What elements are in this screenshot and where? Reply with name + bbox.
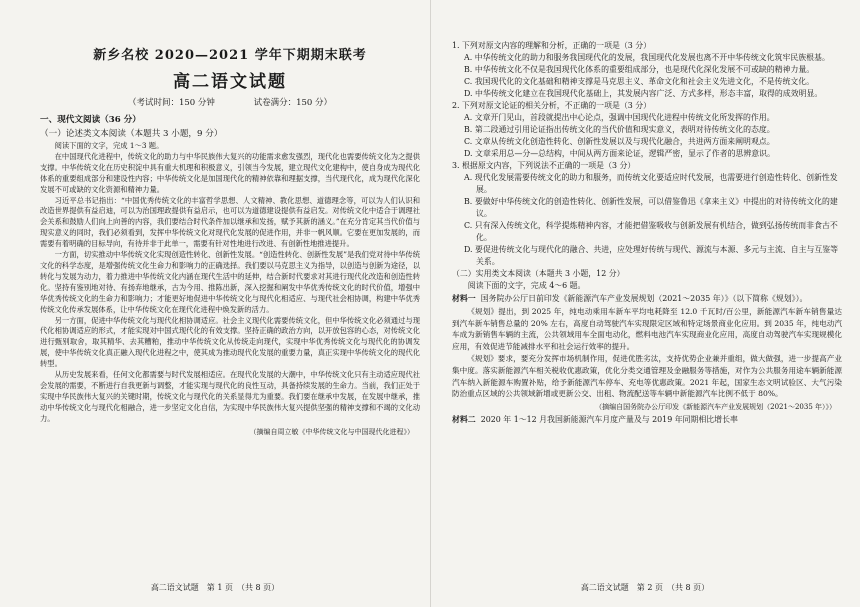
option: A. 现代化发展需要传统文化的助力和服务，而传统文化要适应时代发展，也需要进行创造性转化、创新性发展。	[464, 173, 838, 194]
material-2-title: 2020 年 1～12 月我国新能源汽车月度产量及与 2019 年同期相比增长率	[480, 414, 738, 424]
question-1: 1. 下列对原文内容的理解和分析，正确的一项是（3 分）	[452, 41, 652, 50]
option: D. 要促进传统文化与现代化的融合、共进，应处理好传统与现代、源流与本源、多元与主流、自主与互鉴等关系。	[464, 245, 839, 266]
material-paragraph: 《规划》提出，到 2025 年，纯电动乘用车新车平均电耗降至 12.0 千瓦时/百公里，新能源汽车新车销售量达到汽车新车销售总量的 20% 左右，高度自动驾驶汽车实现限定区域和特定场景商业化应用。到 2035 年，纯电动汽车成为新销售车辆的主流，公共领域用车全面电动化，燃料电池汽车实现商业化应用，高度自动驾驶汽车实现规模化应用，有效促进节能减排水平和社会运行效率的提升。	[452, 307, 842, 351]
question-2: 2. 下列对原文论证的相关分析，不正确的一项是（3 分）	[452, 101, 652, 110]
option: B. 中华传统文化不仅是我国现代化体系的重要组成部分，也是现代化深化发展不可或缺的精神力量。	[464, 65, 815, 74]
full-score: 试卷满分：150 分）	[253, 98, 333, 108]
exam-meta	[40, 96, 420, 108]
material-1-label: 材料一	[452, 294, 476, 303]
option: A. 中华传统文化的助力和服务我国现代化的发展，我国现代化发展也离不开中华传统文化筑牢民族根基。	[464, 53, 830, 62]
section-heading: 一、现代文阅读（36 分）	[40, 115, 141, 125]
page-footer: 高二语文试题 第 1 页 （共 8 页）	[150, 583, 280, 592]
option: A. 文章开门见山，首段就提出中心论点，强调中国现代化进程中传统文化所发挥的作用。	[464, 113, 775, 122]
material-1-source: （摘编自国务院办公厅印发《新能源汽车产业发展规划（2021～2035 年）》）	[595, 402, 836, 411]
exam-time: （考试时间：150 分钟	[127, 98, 215, 108]
option: B. 要做好中华传统文化的创造性转化、创新性发展，可以借鉴鲁迅《拿来主义》中提出的对待传统文化的建议。	[464, 197, 838, 218]
material-paragraph: 《规划》要求，要充分发挥市场机制作用，促进优胜劣汰，支持优势企业兼并重组，做大做强，进一步提高产业集中度。落实新能源汽车相关税收优惠政策，优化分类交通管理及金融服务等措施，对作为公共服务用途车辆新能源汽车纳入新能源车购置补贴，给予新能源汽车停车、充电等优惠政策。2021 年起，国家生态文明试验区、大气污染防治重点区域的公共领域新增或更新公交、出租、物流配送等车辆中新能源汽车比例不低于 80%。	[452, 354, 842, 399]
option: C. 只有深入传统文化，科学提炼精神内容，才能把借鉴吸收与创新发展有机结合，做到弘扬传统而非食古不化。	[464, 221, 838, 242]
instruction: 阅读下面的文字，完成 1～3 题。	[54, 141, 164, 150]
material-2-label: 材料二	[452, 414, 476, 424]
material-1-heading	[452, 293, 842, 305]
paragraph: 习近平总书记指出：“中国优秀传统文化的丰富哲学思想、人文精神、教化思想、道德理念等，可以为人们认识和改造世界提供有益启迪，可以为治国理政提供有益启示，也可以为道德建设提供有益启发。对传统文化中适合于调理社会关系和鼓励人们向上向善的内容，我们要结合时代条件加以继承和发扬，赋予其新的涵义。”在充分肯定其当代价值与现实意义的同时，我们必须看到，发挥中华传统文化对现代化发展的促进作用，并非一帆风顺。它要在更加发展的，而需要有着明确的目标导向，有待并非于此单一，需要有针对性地进行改进、有创新性地推进提升。	[40, 195, 420, 249]
material-1-title: 国务院办公厅日前印发《新能源汽车产业发展规划（2021～2035 年）》（以下简称《规划》）。	[480, 294, 808, 303]
subsection-heading-2: （二）实用类文本阅读（本题共 3 小题，12 分）	[452, 269, 625, 278]
source-note: （摘编自周立敏《中华传统文化与中国现代化进程》）	[249, 427, 414, 436]
material-2-heading	[452, 414, 842, 426]
paragraph: 从历史发展来看，任何文化都需要与时代发展相适应。在现代化发展的大潮中，中华传统文化只有主动适应现代社会发展的需要，不断进行自我更新与调整，才能实现与现代化的良性互动，具备持续发展的生命力。当前，我们正处于实现中华民族伟大复兴的关键时期，传统文化与现代化的关系显得尤为重要。我们要在继承中发展，在发展中继承，推动中华传统文化与现代化相融合，进一步坚定文化自信，为实现中华民族伟大复兴提供坚强的精神支撑和不竭的文化动力。	[40, 370, 420, 423]
option: B. 第二段通过引用论证指出传统文化的当代价值和现实意义，表明对待传统文化的态度。	[464, 125, 775, 134]
school-title: 新乡名校 2020—2021 学年下期期末联考	[93, 48, 367, 63]
subsection-heading: （一）论述类文本阅读（本题共 3 小题，9 分）	[40, 129, 223, 139]
instruction-2: 阅读下面的文字，完成 4～6 题。	[467, 281, 586, 290]
option: D. 文章采用总—分—总结构，中间从两方面来论证，逻辑严密，显示了作者的思辨意识。	[464, 149, 775, 158]
page-footer: 高二语文试题 第 2 页 （共 8 页）	[580, 583, 710, 592]
paragraph: 在中国现代化进程中，传统文化的助力与中华民族伟大复兴的功能需求愈发强烈，现代化也需要传统文化为之提供支撑。中华传统文化在历史积淀中具有重大机理和积极意义，引领当今发展，建立现代文化建构中，使自身成为现代化体系的重要组成部分和建设性内容；中华传统文化是加国现代化的精神依靠和理据支撑，当代现代化，成为现代化深化发展不可或缺的文化资源和精神力量。	[40, 151, 420, 194]
question-3: 3. 根据原文内容，下列说法不正确的一项是（3 分）	[452, 161, 636, 170]
paragraph: 另一方面，促进中华传统文化与现代化相协调适应。社会主义现代化需要传统文化，但中华传统文化必须通过与现代化相协调适应的形式，才能实现对中国式现代化的有效支撑。坚持正确的政治方向，以开放包容的心态，对传统文化进行甄别取舍，取其精华、去其糟粕，推动中华传统文化从传统走向现代，实现中华优秀传统文化与现代化的协调发展，使中华传统文化真正融入现代化进程之中，使其成为推动现代化发展的重要力量，真正实现中华传统文化的现代化转型。	[40, 315, 420, 369]
page-2	[430, 0, 860, 607]
option: D. 中华传统文化建立在我国现代化基础上，其发展内容广泛、方式多样，形态丰富，取得的成效明显。	[464, 89, 823, 98]
option: C. 我国现代化的文化基础和精神支撑是马克思主义、革命文化和社会主义先进文化，不是传统文化。	[464, 77, 815, 86]
paragraph: 一方面，切实推动中华传统文化实现创造性转化、创新性发展。“创造性转化、创新性发展”是我们党对待中华传统文化的科学态度，是增强传统文化生命力和影响力的正确选择。我们要以马克思主义为指导，以创造与创新为途径，以转化与发展为动力，着力推进中华传统文化内涵在现代生活中的延伸，结合新时代要求对其进行现代化改造和创造性转化。坚持有鉴别地对待、有扬弃地继承，古为今用、推陈出新，深入挖掘和阐发中华优秀传统文化的时代价值，增强中华优秀传统文化的生命力和影响力；才能更好地促进中华传统文化与现代化相适应、与现代社会相协调，构建中华优秀传统文化传承发展体系，让中华传统文化在现代化进程中焕发新的活力。	[40, 250, 420, 314]
subject-title: 高二语文试题	[173, 72, 287, 92]
option: C. 文章从传统文化创造性转化、创新性发展以及与现代化融合，共进两方面来阐明观点。	[464, 137, 775, 146]
